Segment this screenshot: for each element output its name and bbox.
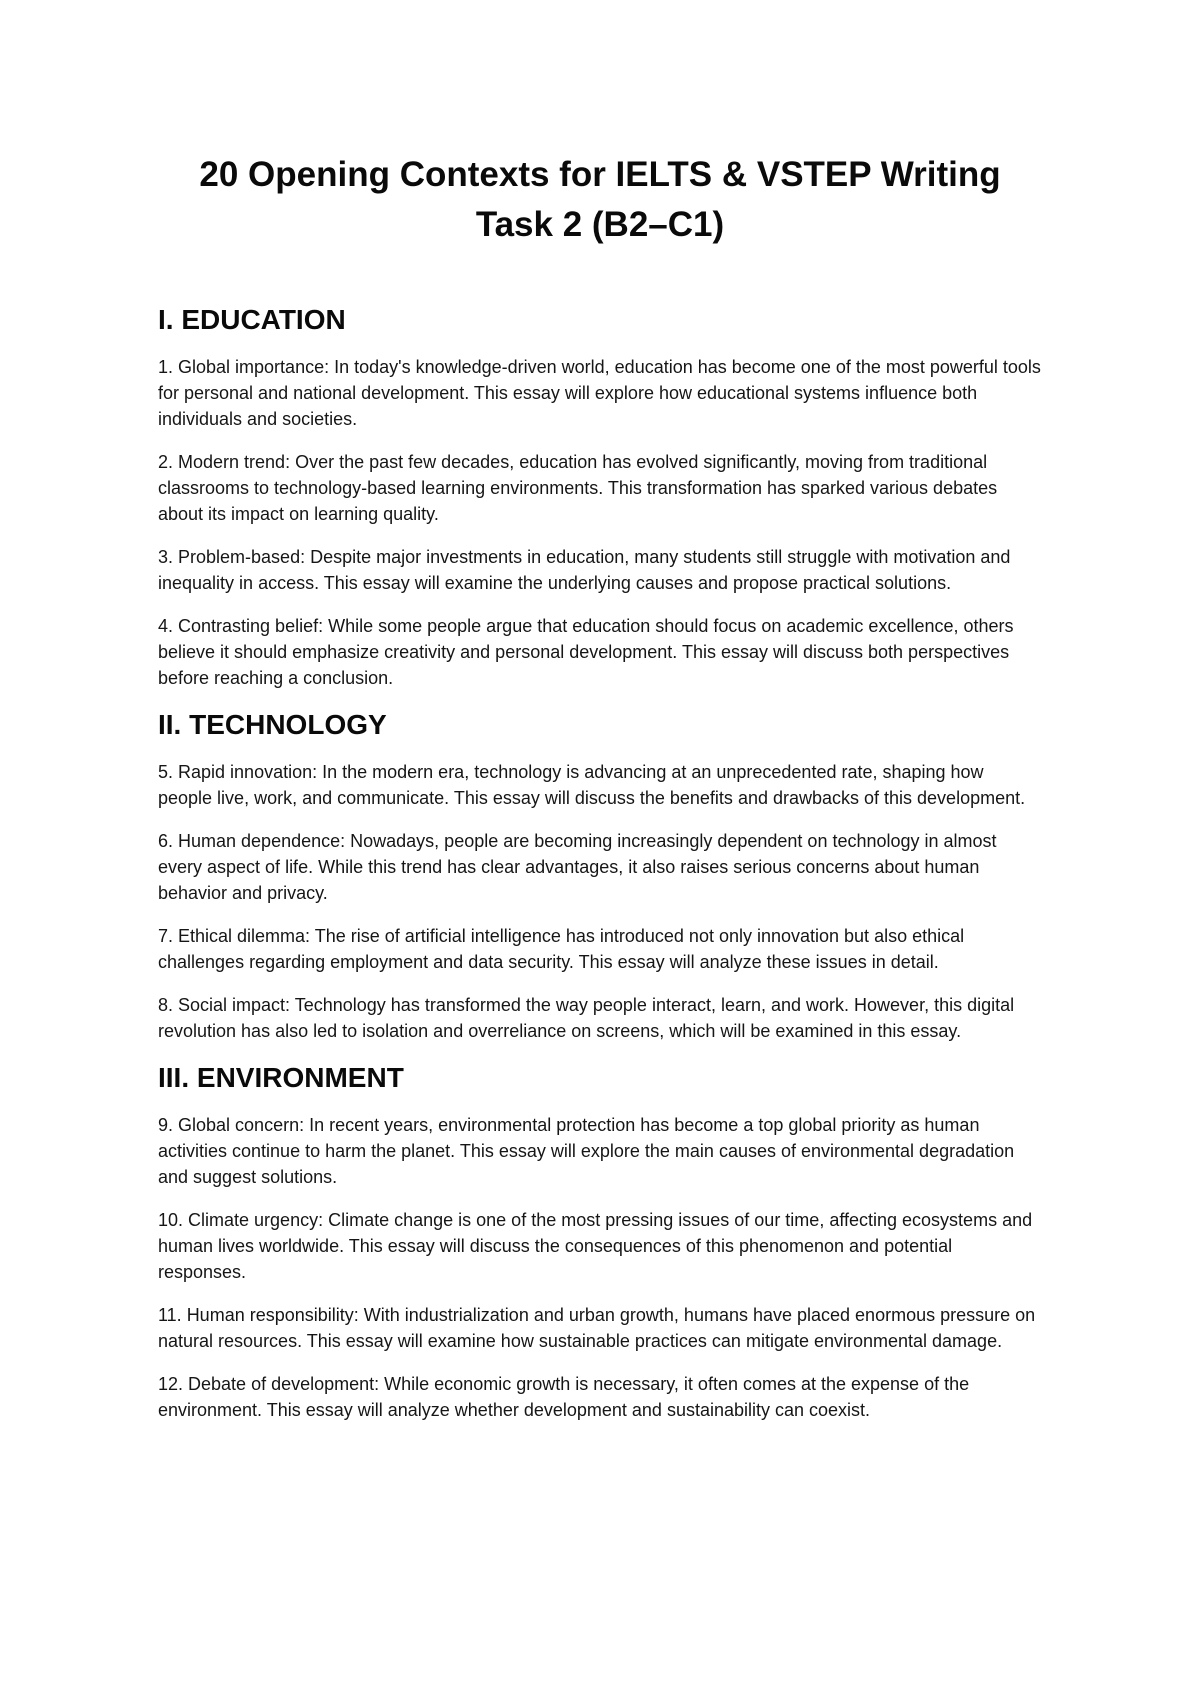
paragraph-2: 2. Modern trend: Over the past few decades, education has evolved significantly, moving from traditional classrooms to technology-based learning environments. This transformation has sparked various debates about its impact on learning quality. (158, 452, 998, 524)
document-content (158, 0, 1042, 1423)
paragraph-8: 8. Social impact: Technology has transformed the way people interact, learn, and work. However, this digital revolution has also led to isolation and overreliance on screens, which will be examined in this essay. (158, 995, 1015, 1041)
section-heading-technology: II. TECHNOLOGY (158, 709, 387, 740)
paragraph-6: 6. Human dependence: Nowadays, people are becoming increasingly dependent on technology in almost every aspect of life. While this trend has clear advantages, it also raises serious concerns about human behavior and privacy. (158, 831, 997, 903)
section-environment (158, 1061, 1042, 1423)
paragraph-5: 5. Rapid innovation: In the modern era, technology is advancing at an unprecedented rate, shaping how people live, work, and communicate. This essay will discuss the benefits and drawbacks of this development. (158, 762, 1026, 808)
paragraph-7: 7. Ethical dilemma: The rise of artificial intelligence has introduced not only innovation but also ethical challenges regarding employment and data security. This essay will analyze these issues in detail. (158, 926, 965, 972)
section-technology (158, 708, 1042, 1044)
paragraph-12: 12. Debate of development: While economic growth is necessary, it often comes at the expense of the environment. This essay will analyze whether development and sustainability can coexist. (158, 1374, 970, 1420)
section-heading-environment: III. ENVIRONMENT (158, 1062, 404, 1093)
paragraph-3: 3. Problem-based: Despite major investments in education, many students still struggle with motivation and inequality in access. This essay will examine the underlying causes and propose practical solutions. (158, 547, 1011, 593)
section-heading-education: I. EDUCATION (158, 304, 346, 335)
paragraph-11: 11. Human responsibility: With industrialization and urban growth, humans have placed enormous pressure on natural resources. This essay will examine how sustainable practices can mitigate environmental damage. (158, 1305, 1036, 1351)
paragraph-9: 9. Global concern: In recent years, environmental protection has become a top global priority as human activities continue to harm the planet. This essay will explore the main causes of environmental degradation and suggest solutions. (158, 1115, 1015, 1187)
title-line-2: Task 2 (B2–C1) (475, 205, 725, 244)
title-line-1: 20 Opening Contexts for IELTS & VSTEP Writing (199, 155, 1001, 194)
paragraph-10: 10. Climate urgency: Climate change is one of the most pressing issues of our time, affecting ecosystems and human lives worldwide. This essay will discuss the consequences of this phenomenon and potential responses. (158, 1210, 1033, 1282)
section-education (158, 303, 1042, 691)
document-title (158, 150, 1042, 250)
paragraph-1: 1. Global importance: In today's knowledge-driven world, education has become one of the most powerful tools for personal and national development. This essay will explore how educational systems influence both individuals and societies. (158, 357, 1041, 429)
paragraph-4: 4. Contrasting belief: While some people argue that education should focus on academic excellence, others believe it should emphasize creativity and personal development. This essay will discuss both perspectives before reaching a conclusion. (158, 616, 1014, 688)
